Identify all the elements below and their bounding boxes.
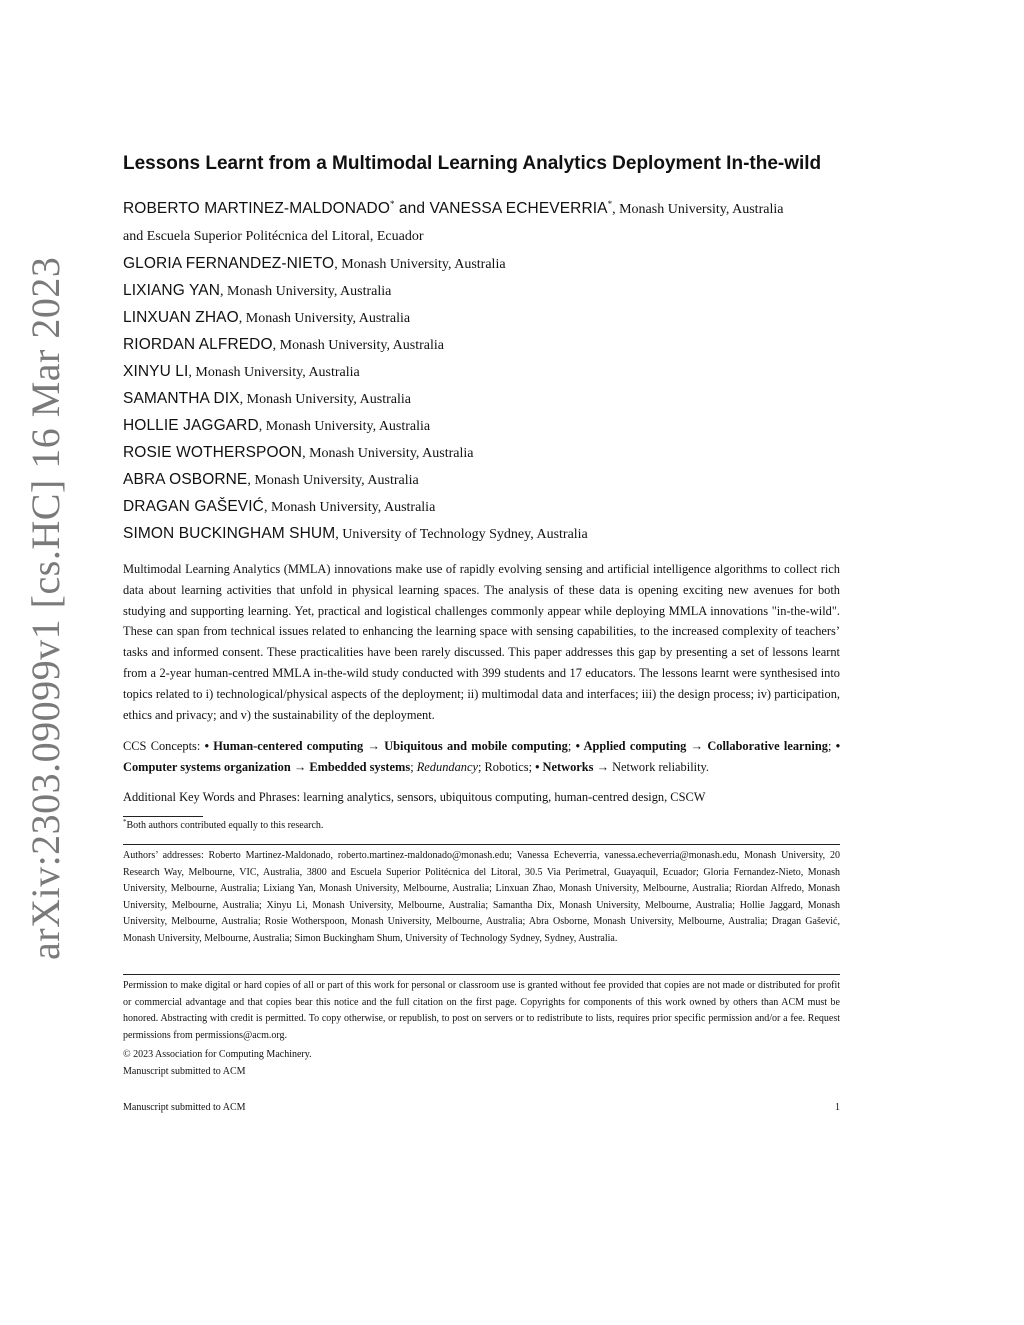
- author-name: ROSIE WOTHERSPOON: [123, 444, 303, 461]
- footnote: [123, 819, 840, 833]
- author-conjunction: and: [394, 200, 430, 217]
- divider: [123, 844, 840, 845]
- author-name: RIORDAN ALFREDO: [123, 336, 273, 353]
- keywords: Additional Key Words and Phrases: learning analytics, sensors, ubiquitous computing, human-centred design, CSCW: [123, 790, 706, 804]
- author-line: [123, 335, 840, 356]
- author-affiliation: , Monash University, Australia: [239, 392, 411, 407]
- paper-title: Lessons Learnt from a Multimodal Learning Analytics Deployment In-the-wild: [123, 153, 822, 174]
- author-name: VANESSA ECHEVERRIA: [429, 200, 608, 217]
- ccs-concept-head: • Computer systems organization: [123, 739, 841, 774]
- author-affiliation-continued: [123, 227, 840, 247]
- running-footer: Manuscript submitted to ACM: [123, 1102, 246, 1113]
- divider: [123, 974, 840, 975]
- ccs-arrow: →: [593, 759, 613, 774]
- authors-addresses: Authors’ addresses: Roberto Martinez-Maldonado, roberto.martinez-maldonado@monash.edu; Vanessa Echeverria, vanessa.echeverria@monash.edu, Monash University, 20 Research Way, Melbourne, VIC, Australia, 3800 and Escuela Superior Politécnica del Litoral, 30.5 Via Perimetral, Guayaquil, Ecuador; Gloria Fernandez-Nieto, Monash University, Melbourne, Australia; Lixiang Yan, Monash University, Melbourne, Australia; Linxuan Zhao, Monash University, Melbourne, Australia; Riordan Alfredo, Monash University, Melbourne, Australia; Xinyu Li, Monash University, Melbourne, Australia; Samantha Dix, Monash University, Melbourne, Australia; Hollie Jaggard, Monash University, Melbourne, Australia; Rosie Wotherspoon, Monash University, Melbourne, Australia; Abra Osborne, Monash University, Melbourne, Australia; Dragan Gašević, Monash University, Melbourne, Australia; Simon Buckingham Shum, University of Technology Sydney, Sydney, Australia.: [123, 850, 840, 944]
- author-name: SAMANTHA DIX: [123, 390, 240, 407]
- author-affiliation: , Monash University, Australia: [238, 311, 411, 326]
- footnote-mark: *: [123, 818, 127, 826]
- author-affiliation: , Monash University, Australia: [272, 338, 444, 353]
- author-line: [123, 281, 840, 302]
- permission-notice: Permission to make digital or hard copies of all or part of this work for personal or classroom use is granted without fee provided that copies are not made or distributed for profit or commercial advantage and that copies bear this notice and the full citation on the first page. Copyrights for components of this work owned by others than ACM must be honored. Abstracting with credit is permitted. To copy otherwise, or republish, to post on servers or to redistribute to lists, requires prior specific permission and/or a fee. Request permissions from permissions@acm.org.: [123, 980, 840, 1041]
- ccs-concept-tail: Collaborative learning: [707, 739, 828, 753]
- author-affiliation: , Monash University, Australia: [247, 473, 419, 488]
- author-line: [123, 470, 840, 491]
- author-line: [123, 254, 840, 275]
- author-line: [123, 443, 840, 464]
- footnote-divider: [123, 816, 203, 817]
- ccs-separator: ;: [410, 759, 417, 774]
- author-name: HOLLIE JAGGARD: [123, 417, 259, 434]
- equal-contribution-mark: *: [607, 199, 613, 209]
- author-affiliation: , Monash University, Australia: [220, 284, 392, 299]
- author-affiliation: , Monash University, Australia: [258, 419, 431, 434]
- ccs-arrow: →: [363, 739, 385, 753]
- ccs-concept-tail: Network reliability.: [612, 759, 710, 774]
- page-number: 1: [835, 1102, 840, 1113]
- author-line-1: [123, 199, 840, 220]
- author-affiliation: , Monash University, Australia: [334, 257, 506, 272]
- author-affiliation: and Escuela Superior Politécnica del Litoral, Ecuador: [123, 229, 424, 244]
- author-affiliation: , Monash University, Australia: [263, 500, 436, 515]
- ccs-concept-head: • Networks: [535, 759, 594, 774]
- ccs-arrow: →: [686, 739, 708, 753]
- author-name: LINXUAN ZHAO: [123, 309, 239, 326]
- ccs-separator: ;: [827, 739, 836, 753]
- author-affiliation: , Monash University, Australia: [612, 202, 784, 217]
- arxiv-identifier: arXiv:2303.09099v1 [cs.HC] 16 Mar 2023: [23, 256, 68, 960]
- author-affiliation: , University of Technology Sydney, Australia: [335, 527, 588, 542]
- ccs-separator: ;: [567, 739, 576, 753]
- ccs-concept-head: • Applied computing: [575, 739, 687, 753]
- ccs-concept-tail: Embedded systems: [309, 759, 411, 774]
- ccs-concept-minor: Redundancy: [416, 759, 478, 774]
- author-line: [123, 362, 840, 383]
- ccs-concept-tail: Ubiquitous and mobile computing: [384, 739, 568, 753]
- abstract: Multimodal Learning Analytics (MMLA) innovations make use of rapidly evolving sensing and artificial intelligence algorithms to collect rich data about learning activities that unfold in physical learning spaces. The analysis of these data is opening exciting new avenues for both studying and supporting learning. Yet, practical and logistical challenges commonly appear while deploying MMLA innovations "in-the-wild". These can span from technical issues related to enhancing the learning space with sensing capabilities, to the increased complexity of teachers’ tasks and informed consent. These practicalities have been rarely discussed. This paper addresses this gap by presenting a set of lessons learnt from a 2-year human-centred MMLA in-the-wild study conducted with 399 students and 17 educators. The lessons learnt were synthesised into topics related to i) technological/physical aspects of the deployment; ii) multimodal data and interfaces; iii) the design process; iv) participation, ethics and privacy; and v) the sustainability of the deployment.: [123, 562, 840, 722]
- author-name: XINYU LI: [123, 363, 189, 380]
- footnote-text: Both authors contributed equally to this research.: [126, 820, 324, 831]
- author-line: [123, 524, 840, 545]
- author-line: [123, 416, 840, 437]
- author-line: [123, 497, 840, 518]
- author-line: [123, 389, 840, 410]
- author-name: DRAGAN GAŠEVIĆ: [123, 498, 264, 515]
- ccs-concept-head: • Human-centered computing: [204, 739, 364, 753]
- author-affiliation: , Monash University, Australia: [188, 365, 360, 380]
- equal-contribution-mark: *: [390, 199, 395, 209]
- ccs-arrow: →: [290, 759, 310, 774]
- author-name: GLORIA FERNANDEZ-NIETO: [123, 255, 335, 272]
- author-name: ROBERTO MARTINEZ-MALDONADO: [123, 200, 390, 217]
- ccs-separator: ; Robotics;: [477, 759, 536, 774]
- ccs-concepts: [123, 736, 840, 778]
- author-name: SIMON BUCKINGHAM SHUM: [123, 525, 336, 542]
- author-affiliation: , Monash University, Australia: [302, 446, 474, 461]
- ccs-label: CCS Concepts:: [123, 739, 205, 753]
- copyright: © 2023 Association for Computing Machinery.: [123, 1049, 312, 1060]
- author-name: LIXIANG YAN: [123, 282, 221, 299]
- author-line: [123, 308, 840, 329]
- manuscript-note: Manuscript submitted to ACM: [123, 1066, 246, 1077]
- author-name: ABRA OSBORNE: [123, 471, 248, 488]
